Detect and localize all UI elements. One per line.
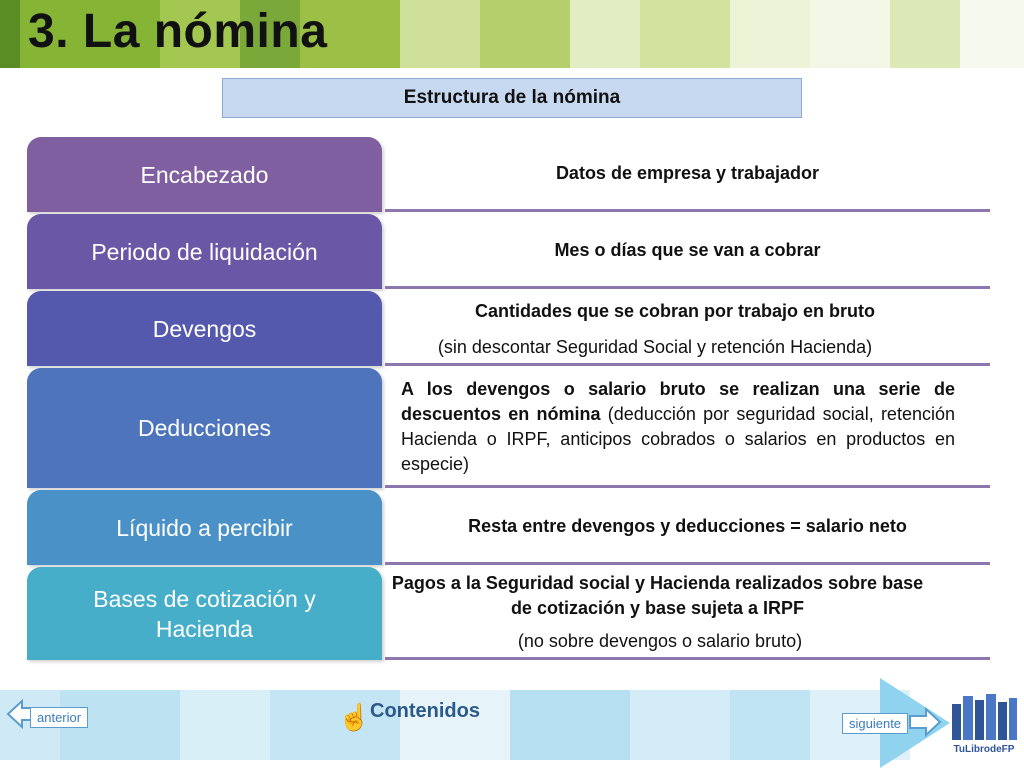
desc-text-plain: (deducción por seguridad social, retención Hacienda o IRPF, anticipos cobrados o salarios en productos en especie) (401, 404, 955, 474)
label-text: Deducciones (138, 415, 271, 441)
desc-text-bold: Cantidades que se cobran por trabajo en bruto (474, 301, 876, 321)
desc-encabezado (385, 137, 990, 212)
label-text-line2: Hacienda (155, 615, 254, 642)
label-bases-cotizacion (27, 567, 382, 660)
arrow-right-icon[interactable] (908, 706, 942, 738)
desc-text-plain: (sin descontar Seguridad Social y retención Hacienda) (437, 337, 873, 357)
section-subtitle (222, 78, 802, 118)
label-text: Líquido a percibir (116, 514, 293, 541)
next-button[interactable]: siguiente (842, 713, 908, 734)
label-text-line1: Bases de cotización y (93, 585, 316, 612)
contents-link[interactable]: Contenidos (370, 700, 480, 722)
page-title: 3. La nómina (28, 5, 328, 58)
desc-text: Datos de empresa y trabajador (555, 162, 820, 183)
desc-text: Mes o días que se van a cobrar (554, 239, 821, 260)
logo (948, 690, 1020, 762)
desc-text: Resta entre devengos y deducciones = salario neto (468, 515, 907, 536)
desc-devengos (385, 291, 990, 366)
label-periodo-liquidacion (27, 214, 382, 289)
desc-deducciones (385, 368, 990, 488)
label-devengos (27, 291, 382, 366)
label-text: Periodo de liquidación (91, 238, 318, 265)
desc-bases-cotizacion (385, 567, 990, 660)
label-encabezado (27, 137, 382, 212)
prev-button[interactable]: anterior (30, 707, 88, 728)
pointing-hand-icon[interactable]: ☝ (338, 702, 371, 732)
footer-nav (0, 678, 1024, 768)
desc-liquido-percibir (385, 490, 990, 565)
label-text: Encabezado (140, 161, 269, 188)
logo-text: TuLibrodeFP (953, 744, 1015, 755)
desc-text-plain: (no sobre devengos o salario bruto) (517, 631, 803, 651)
label-text: Devengos (152, 315, 257, 342)
desc-paragraph (385, 368, 990, 477)
desc-text-bold: Pagos a la Seguridad social y Hacienda realizados sobre base de cotización y base sujeta a IRPF (391, 573, 924, 618)
desc-text-bold: A los devengos o salario bruto se realizan una serie de descuentos en nómina (401, 379, 955, 424)
desc-periodo-liquidacion (385, 214, 990, 289)
section-subtitle-text: Estructura de la nómina (403, 87, 621, 108)
label-deducciones (27, 368, 382, 488)
label-liquido-percibir (27, 490, 382, 565)
